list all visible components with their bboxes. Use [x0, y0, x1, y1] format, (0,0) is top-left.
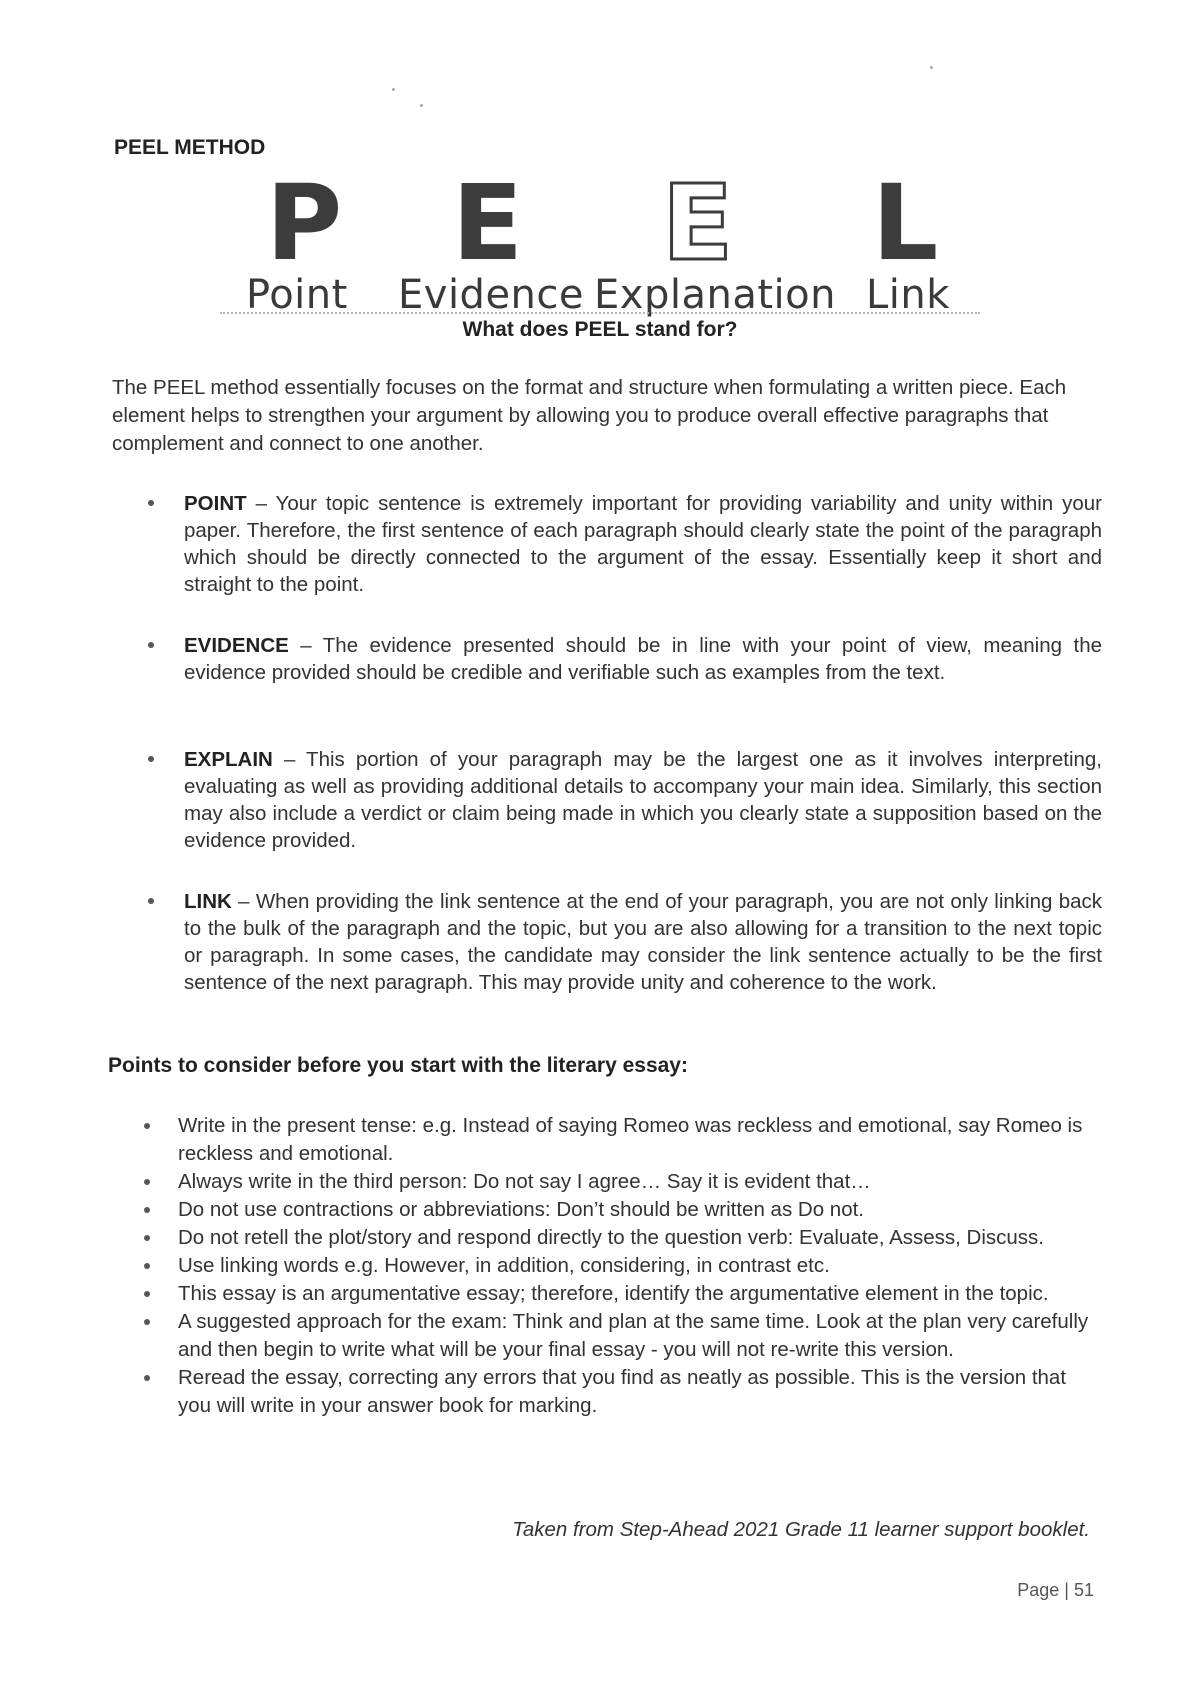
peel-item-point [184, 490, 1102, 598]
subtitle: What does PEEL stand for? [462, 318, 738, 341]
bullet-icon [144, 1263, 150, 1269]
bullet-icon [144, 1179, 150, 1185]
tip-text: This essay is an argumentative essay; therefore, identify the argumentative element in the topic. [178, 1282, 1049, 1305]
source-attribution: Taken from Step-Ahead 2021 Grade 11 learner support booklet. [512, 1518, 1090, 1541]
word-point: Point [246, 272, 348, 318]
peel-term: LINK [184, 890, 232, 913]
bullet-icon [144, 1235, 150, 1241]
page-number: Page | 51 [1017, 1580, 1094, 1600]
scan-speck [930, 66, 933, 69]
tip-text: Do not use contractions or abbreviations: Don’t should be written as Do not. [178, 1198, 864, 1221]
section-heading: Points to consider before you start with the literary essay: [108, 1054, 688, 1077]
peel-item-evidence [184, 632, 1102, 686]
tip-text: Use linking words e.g. However, in addition, considering, in contrast etc. [178, 1254, 830, 1277]
tip-text: Do not retell the plot/story and respond directly to the question verb: Evaluate, Assess, Discuss. [178, 1226, 1045, 1249]
peel-text: – When providing the link sentence at the end of your paragraph, you are not only linking back to the bulk of the paragraph and the topic, but you are also allowing for a transition to the next topic or paragraph. In some cases, the candidate may consider the link sentence actually to be the first sentence of the next paragraph. This may provide unity and coherence to the work. [184, 890, 1102, 994]
bullet-icon [144, 1319, 150, 1325]
peel-item-explain [184, 746, 1102, 854]
list-item [178, 1364, 1098, 1420]
tips-list [178, 1112, 1098, 1420]
list-item [178, 1224, 1098, 1252]
tip-text: Reread the essay, correcting any errors that you find as neatly as possible. This is the version that you will write in your answer book for marking. [178, 1366, 1067, 1417]
letter-e1: E [452, 162, 524, 284]
bullet-icon [148, 500, 154, 506]
bullet-icon [144, 1375, 150, 1381]
list-item [178, 1280, 1098, 1308]
intro-paragraph: The PEEL method essentially focuses on the format and structure when formulating a written piece. Each element helps to strengthen your argument by allowing you to produce overall effective paragraphs that complement and connect to one another. [112, 376, 1067, 455]
peel-term: EVIDENCE [184, 634, 289, 657]
bullet-icon [148, 642, 154, 648]
tip-text: Always write in the third person: Do not say I agree… Say it is evident that… [178, 1170, 871, 1193]
letter-e2: E [662, 162, 734, 284]
letter-l: L [872, 162, 939, 284]
peel-acronym [0, 162, 1200, 318]
list-item [178, 1196, 1098, 1224]
word-evidence: Evidence [398, 272, 585, 318]
word-link: Link [866, 272, 950, 318]
tip-text: Write in the present tense: e.g. Instead of saying Romeo was reckless and emotional, say Romeo is reckless and emotional. [178, 1114, 1083, 1165]
word-explanation: Explanation [594, 272, 836, 318]
bullet-icon [144, 1207, 150, 1213]
peel-text: – This portion of your paragraph may be the largest one as it involves interpreting, evaluating as well as providing additional details to accompany your main idea. Similarly, this section may also include a verdict or claim being made in which you clearly state a supposition based on the evidence provided. [184, 748, 1102, 852]
peel-text: – The evidence presented should be in line with your point of view, meaning the evidence provided should be credible and verifiable such as examples from the text. [184, 634, 1102, 684]
peel-term: EXPLAIN [184, 748, 273, 771]
peel-item-link [184, 888, 1102, 996]
peel-text: – Your topic sentence is extremely important for providing variability and unity within your paper. Therefore, the first sentence of each paragraph should clearly state the point of the paragraph which should be directly connected to the argument of the essay. Essentially keep it short and straight to the point. [184, 492, 1102, 596]
tip-text: A suggested approach for the exam: Think and plan at the same time. Look at the plan very carefully and then begin to write what will be your final essay - you will not re-write this version. [178, 1310, 1089, 1361]
bullet-icon [144, 1291, 150, 1297]
letter-p: P [266, 162, 343, 284]
bullet-icon [144, 1123, 150, 1129]
bullet-icon [148, 898, 154, 904]
scan-speck [392, 88, 395, 91]
peel-term: POINT [184, 492, 247, 515]
divider [220, 312, 980, 314]
list-item [178, 1168, 1098, 1196]
list-item [178, 1112, 1098, 1168]
list-item [178, 1252, 1098, 1280]
bullet-icon [148, 756, 154, 762]
page-heading: PEEL METHOD [114, 136, 266, 159]
list-item [178, 1308, 1098, 1364]
scan-speck [420, 104, 423, 107]
